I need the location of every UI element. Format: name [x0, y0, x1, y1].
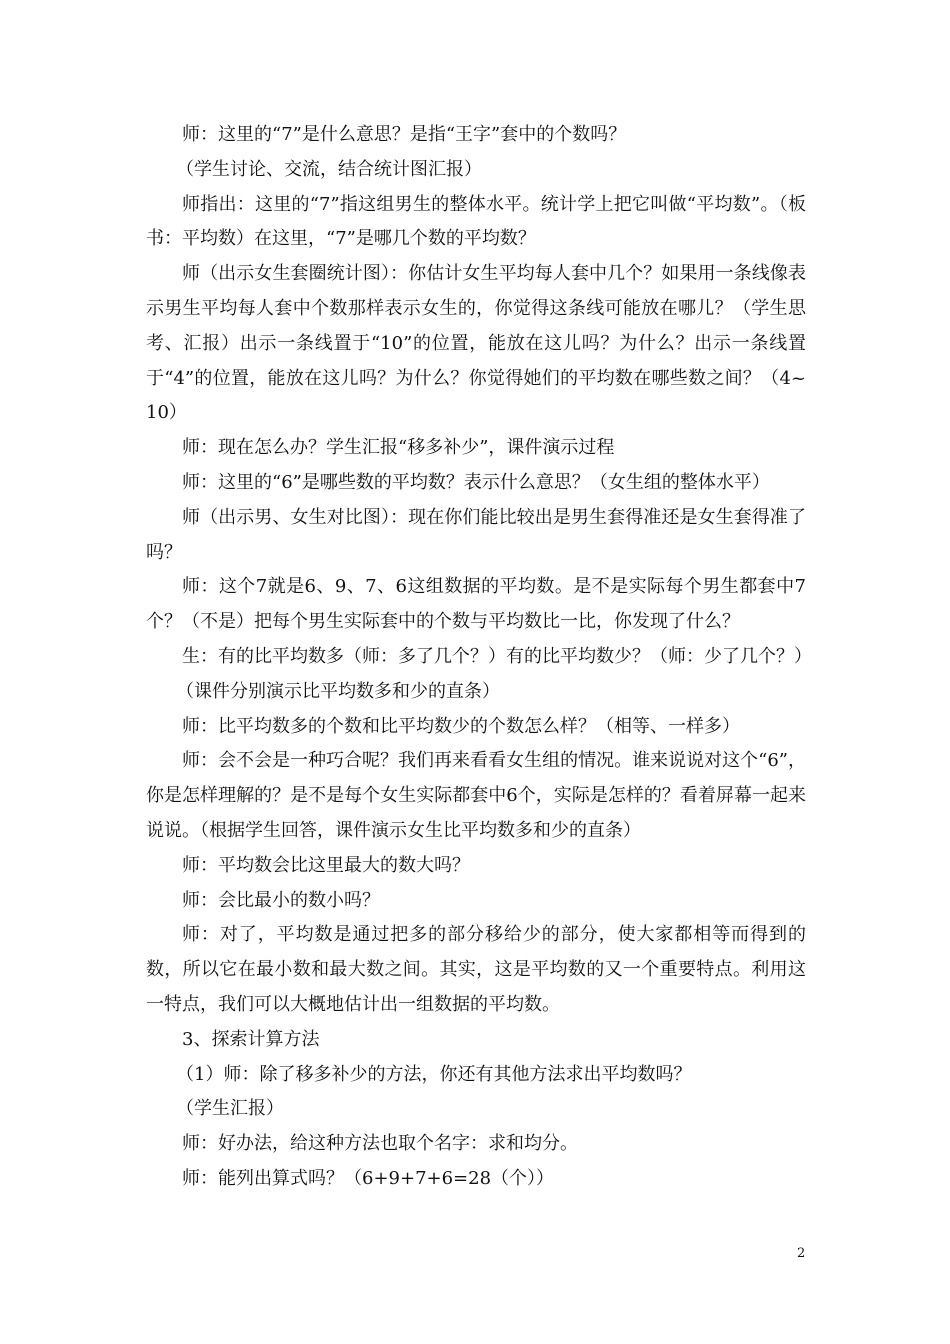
paragraph: 师：对了，平均数是通过把多的部分移给少的部分，使大家都相等而得到的数，所以它在最小数和最大数之间。其实，这是平均数的又一个重要特点。利用这一特点，我们可以大概地估计出一组数据的平均数。: [146, 924, 806, 1015]
paragraph: 师指出：这里的“7”指这组男生的整体水平。统计学上把它叫做“平均数”。（板书：平均数）在这里，“7”是哪几个数的平均数？: [146, 193, 806, 250]
paragraph: 师：好办法，给这种方法也取个名字：求和均分。: [182, 1133, 578, 1155]
paragraph: 师（出示女生套圈统计图）：你估计女生平均每人套中几个？如果用一条线像表示男生平均每人套中个数那样表示女生的，你觉得这条线可能放在哪儿？（学生思考、汇报）出示一条线置于“10”的位置，能放在这儿吗？为什么？出示一条线置于“4”的位置，能放在这儿吗？为什么？你觉得她们的平均数在哪些数之间？（4~10）: [146, 263, 806, 424]
page-body: [146, 118, 812, 1197]
section-heading: 3、探索计算方法: [182, 1028, 320, 1050]
paragraph: 师：平均数会比这里最大的数大吗？: [182, 854, 470, 876]
paragraph: 师：比平均数多的个数和比平均数少的个数怎么样？（相等、一样多）: [182, 715, 740, 737]
paragraph: 师：会比最小的数小吗？: [182, 889, 380, 911]
paragraph: 师（出示男、女生对比图）：现在你们能比较出是男生套得准还是女生套得准了吗？: [146, 506, 806, 563]
paragraph: 师：这里的“6”是哪些数的平均数？表示什么意思？（女生组的整体水平）: [182, 471, 770, 493]
page-number: 2: [797, 1246, 806, 1261]
paragraph: （课件分别演示比平均数多和少的直条）: [176, 680, 500, 702]
paragraph: 师：会不会是一种巧合呢？我们再来看看女生组的情况。谁来说说对这个“6”，你是怎样理解的？是不是每个女生实际都套中6个，实际是怎样的？看着屏幕一起来说说。（根据学生回答，课件演示女生比平均数多和少的直条）: [146, 750, 806, 841]
paragraph: 师：这个7就是6、9、7、6这组数据的平均数。是不是实际每个男生都套中7个？（不是）把每个男生实际套中的个数与平均数比一比，你发现了什么？: [146, 576, 806, 633]
paragraph: （学生汇报）: [176, 1098, 284, 1120]
paragraph: （学生讨论、交流，结合统计图汇报）: [176, 158, 482, 180]
paragraph: 生：有的比平均数多（师：多了几个？）有的比平均数少？（师：少了几个？）: [182, 645, 812, 667]
paragraph: 师：现在怎么办？学生汇报“移多补少”，课件演示过程: [182, 437, 615, 459]
paragraph: 师：能列出算式吗？（6+9+7+6=28（个））: [182, 1167, 555, 1189]
paragraph: （1）师：除了移多补少的方法，你还有其他方法求出平均数吗？: [176, 1063, 692, 1085]
paragraph: 师：这里的“7”是什么意思？是指“王字”套中的个数吗？: [182, 124, 627, 145]
